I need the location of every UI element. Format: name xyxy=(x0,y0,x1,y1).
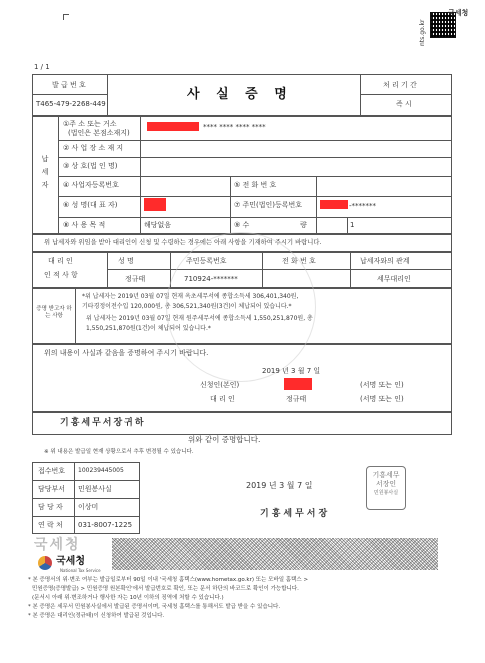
receipt-value: 100239445005 xyxy=(78,467,124,474)
business-reg-no-label: ④ 사업자등록번호 xyxy=(63,181,119,189)
delegate-name: 정규태 xyxy=(125,275,146,283)
purpose-label: ⑧ 사 용 목 적 xyxy=(63,221,106,229)
col-relation-header: 납세자와의 관계 xyxy=(360,257,410,265)
issue-number: T465-479-2268-449 xyxy=(36,100,106,108)
delegate-notice: 위 납세자와 위임을 받아 대리인이 신청 및 수령하는 경우에는 아래 사항을 기재하여 주시기 바랍니다. xyxy=(44,239,322,246)
company-name-label: ③ 상 호(법 인 명) xyxy=(63,162,118,170)
redaction xyxy=(147,122,199,131)
phone-value-office: 031-8007-1225 xyxy=(78,521,133,529)
purpose-value: 해당없음 xyxy=(144,221,172,229)
phone-label: ⑤ 전 화 번 호 xyxy=(234,181,277,189)
receipt-label: 접수번호 xyxy=(38,467,66,475)
staff-label: 담 당 자 xyxy=(38,503,63,511)
office-name: 기흥세무서장 xyxy=(260,509,331,519)
corner-mark xyxy=(63,14,69,20)
footer-note-2: 민원증명(증명발급) > 민원증명 원본확인'에서 발급번호로 확인, 또는 문서 하단의 바코드로 확인이 가능합니다. xyxy=(32,586,299,592)
processing-period-label: 처 리 기 간 xyxy=(383,81,417,89)
col-phone-header: 전 화 번 호 xyxy=(282,257,316,265)
content-side-label: 증명 받고자 하는 사항 xyxy=(36,306,72,320)
confirm-date: 2019 년 3 월 7 일 xyxy=(262,367,321,375)
col-id-header: 주민등록번호 xyxy=(186,257,227,265)
agent-label: 대 리 인 xyxy=(210,395,235,403)
footer-note-4: * 본 증명은 세무서 민원봉사실에서 발급된 증명서이며, 국세청 홈택스를 통해서도 발급 받을 수 있습니다. xyxy=(28,604,281,610)
footer-logo-sub: National Tax Service xyxy=(60,568,101,573)
quantity-value: 1 xyxy=(350,221,355,229)
redaction xyxy=(284,378,312,390)
watermark-seal xyxy=(166,232,316,382)
issue-date: 2019 년 3 월 7 일 xyxy=(246,481,313,490)
processing-period-value: 즉 시 xyxy=(396,100,412,108)
watermark-nts: 국세청 xyxy=(34,537,81,553)
address-label: ①주 소 또는 거소 xyxy=(63,120,117,128)
dept-value: 민원봉사실 xyxy=(78,485,112,493)
confirm-request: 위의 내용이 사실과 같음을 증명하여 주시기 바랍니다. xyxy=(44,349,209,357)
page-number: 1 / 1 xyxy=(34,63,50,71)
delegate-id: 710924-******* xyxy=(184,275,238,283)
address-value: **** **** **** **** xyxy=(203,123,266,131)
validity-note: ※ 위 내용은 발급일 현재 상황으로서 추후 변경될 수 있습니다. xyxy=(44,449,194,455)
redaction xyxy=(144,198,166,211)
staff-value: 이상미 xyxy=(78,503,99,511)
nts-domain: nts.go.kr xyxy=(419,19,426,46)
nts-logo-text: 국세청 xyxy=(448,9,469,17)
content-line-2: 기타경정이전수입 120,000원, 총 306,521,340원(3건)이 체납되어 있습니다.* xyxy=(82,303,292,310)
resident-reg-no-value: -******* xyxy=(349,202,377,210)
dept-label: 담당부서 xyxy=(38,485,66,493)
applicant-sign: (서명 또는 인) xyxy=(360,381,404,389)
delegate-side-label-2: 인 적 사 항 xyxy=(44,271,78,279)
redaction xyxy=(320,200,348,209)
footer-note-5: * 본 증명은 대리인(정규태)이 신청하여 발급된 것입니다. xyxy=(28,613,165,619)
content-line-3: 위 납세자는 2019년 03월 07일 현재 원주세무서에 종합소득세 1,550,251,870원, 총 xyxy=(86,315,313,322)
content-line-1: *위 납세자는 2019년 03월 07일 현재 옥초세무서에 종합소득세 306,401,340원, xyxy=(82,293,299,300)
nts-logo-icon xyxy=(38,556,52,570)
footer-note-3: (문서시 아래 위·변조하거나 행사한 자는 10년 이하의 징역에 처할 수 있습니다.) xyxy=(32,595,224,601)
taxpayer-side-label: 납세자 xyxy=(41,155,49,194)
resident-reg-no-label: ⑦ 주민(법인)등록번호 xyxy=(234,201,303,209)
issue-number-label: 발 급 번 호 xyxy=(52,81,86,89)
content-line-4: 1,550,251,870원(1건)이 체납되어 있습니다.* xyxy=(86,325,211,332)
proven-text: 위와 같이 증명합니다. xyxy=(188,435,261,444)
official-seal-stamp: 기흥세무 서장인 민원봉사실 xyxy=(366,466,406,510)
agent-name: 정규태 xyxy=(286,395,307,403)
applicant-label: 신청인(본인) xyxy=(200,381,240,389)
document-title: 사 실 증 명 xyxy=(187,87,293,102)
footer-logo-text: 국세청 xyxy=(56,556,85,567)
address-sub-label: (법인은 본점소재지) xyxy=(68,129,130,137)
delegate-side-label-1: 대 리 인 xyxy=(48,257,73,265)
col-name-header: 성 명 xyxy=(118,257,134,265)
addressee: 기흥세무서장귀하 xyxy=(60,418,146,428)
business-location-label: ② 사 업 장 소 재 지 xyxy=(63,144,124,152)
quantity-unit: 량 xyxy=(300,221,307,229)
delegate-relation: 세무대리인 xyxy=(377,275,411,283)
phone-label-office: 연 락 처 xyxy=(38,521,63,529)
quantity-label: ⑨ 수 xyxy=(234,221,250,229)
security-barcode xyxy=(112,538,438,570)
agent-sign: (서명 또는 인) xyxy=(360,395,404,403)
footer-note-1: * 본 증명서의 위·변조 여부는 발급일로부터 90일 이내 '국세청 홈택스(www.hometax.go.kr) 또는 모바일 홈택스 > xyxy=(28,577,309,583)
name-label: ⑥ 성 명(대 표 자) xyxy=(63,201,118,209)
